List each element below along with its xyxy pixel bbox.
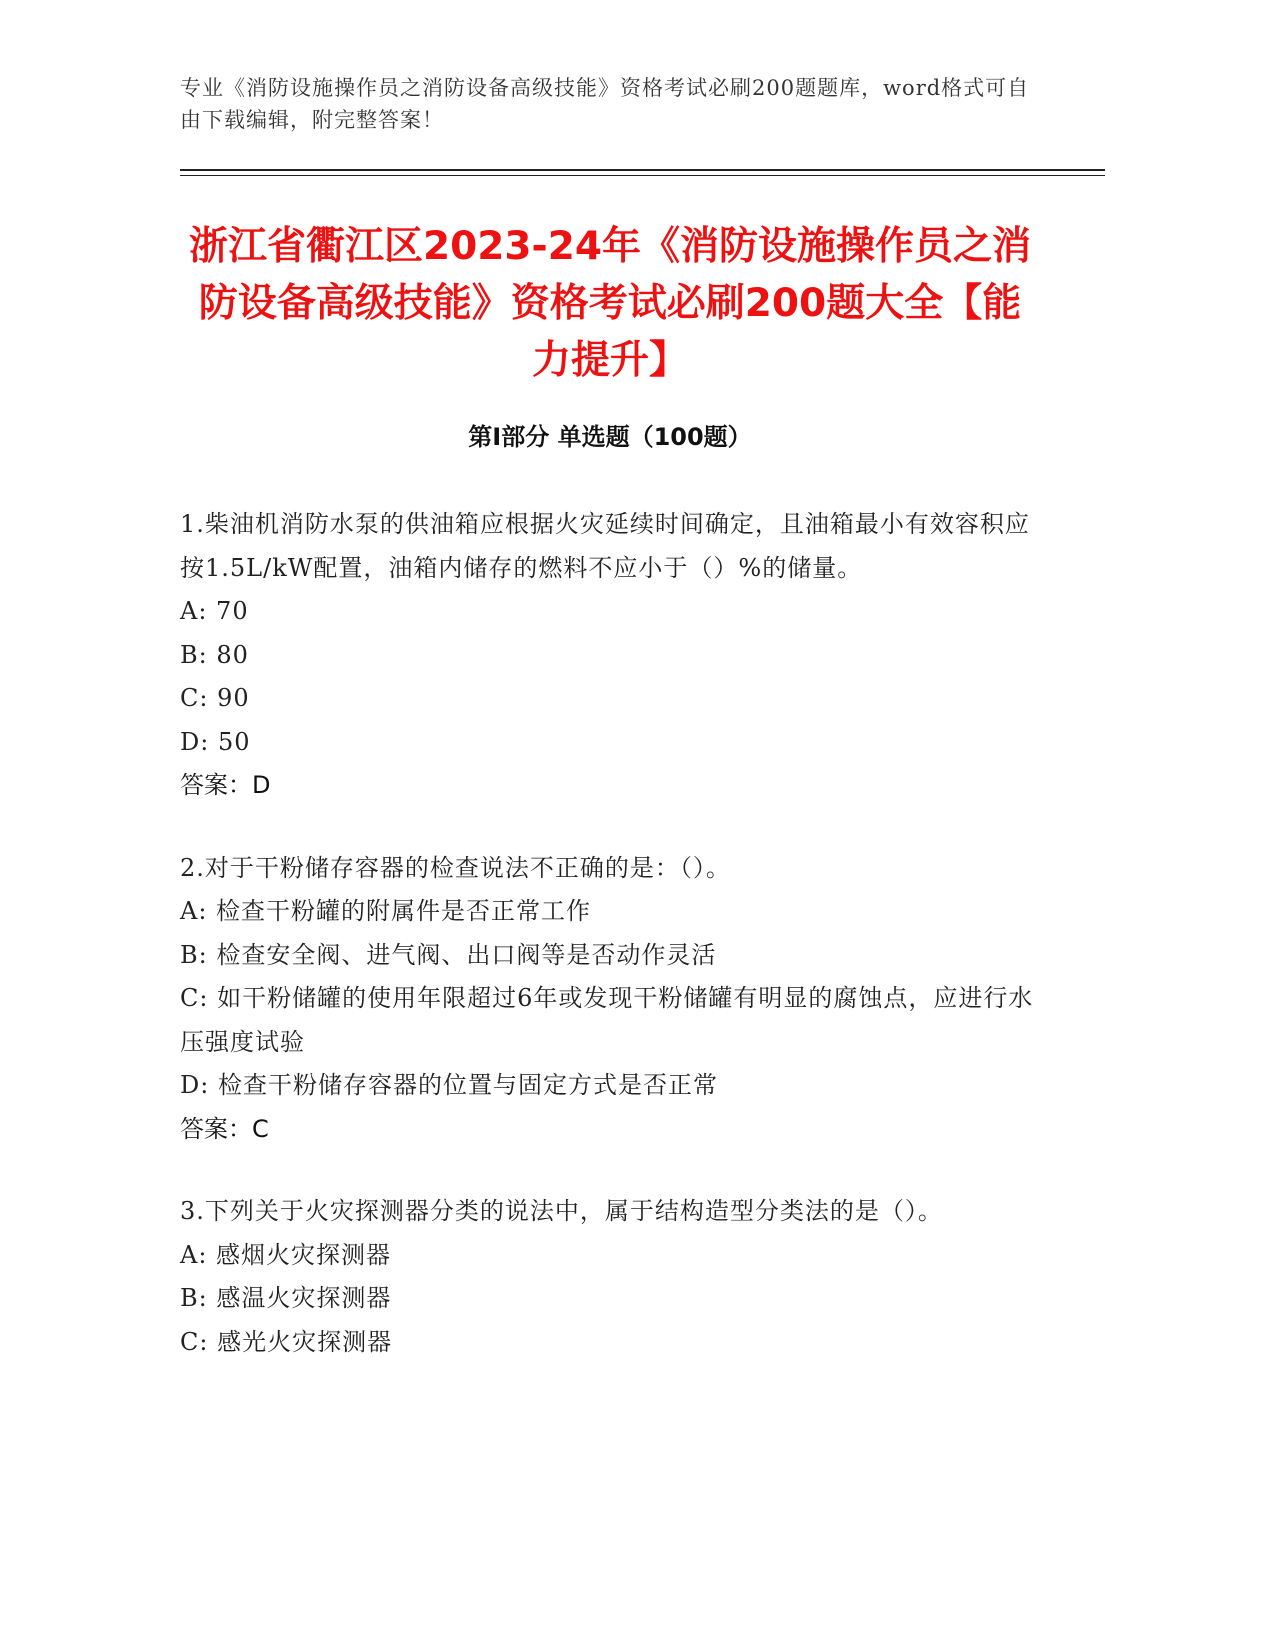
option-b: B: 检查安全阀、进气阀、出口阀等是否动作灵活 xyxy=(180,940,717,969)
option-a: A: 感烟火灾探测器 xyxy=(180,1240,392,1269)
header-note: 专业《消防设施操作员之消防设备高级技能》资格考试必刷200题题库，word格式可自由下载编辑，附完整答案！ xyxy=(180,76,1030,132)
option-a: A: 检查干粉罐的附属件是否正常工作 xyxy=(180,897,592,925)
question-stem: 2.对于干粉储存容器的检查说法不正确的是：（）。 xyxy=(180,853,731,882)
option-c: C: 90 xyxy=(180,684,250,712)
answer: 答案：D xyxy=(180,771,271,799)
document-title: 浙江省衢江区2023-24年《消防设施操作员之消防设备高级技能》资格考试必刷200题大全【能力提升】 xyxy=(188,224,1031,383)
option-b: B: 感温火灾探测器 xyxy=(180,1284,392,1312)
question-1 xyxy=(180,503,1040,808)
option-d: D: 检查干粉储存容器的位置与固定方式是否正常 xyxy=(180,1071,718,1099)
header-divider-thin xyxy=(180,175,1105,176)
header-divider-thick xyxy=(180,169,1105,171)
answer: 答案：C xyxy=(180,1114,269,1143)
option-d: D: 50 xyxy=(180,727,251,756)
option-b: B: 80 xyxy=(180,640,249,669)
question-list xyxy=(180,503,1040,1403)
question-stem: 1.柴油机消防水泵的供油箱应根据火灾延续时间确定，且油箱最小有效容积应按1.5L/kW配置，油箱内储存的燃料不应小于（）%的储量。 xyxy=(180,510,1030,582)
question-3 xyxy=(180,1190,1040,1364)
option-c: C: 如干粉储罐的使用年限超过6年或发现干粉储罐有明显的腐蚀点，应进行水压强度试验 xyxy=(180,984,1034,1056)
question-stem: 3.下列关于火灾探测器分类的说法中，属于结构造型分类法的是（）。 xyxy=(180,1197,943,1225)
question-2 xyxy=(180,847,1040,1152)
section-title: 第Ⅰ部分 单选题（100题） xyxy=(468,423,752,451)
option-a: A: 70 xyxy=(180,597,249,625)
option-c: C: 感光火灾探测器 xyxy=(180,1327,393,1356)
